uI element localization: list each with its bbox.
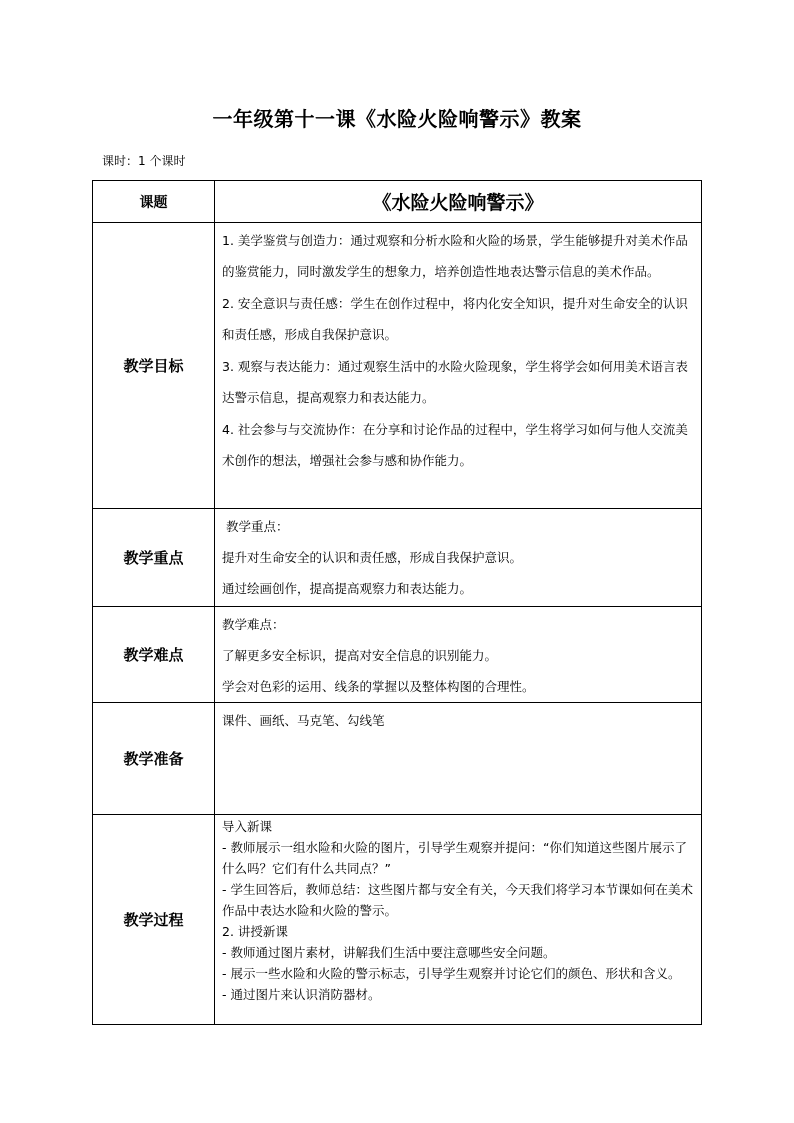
process-line: - 通过图片来认识消防器材。 [222, 987, 381, 1002]
process-line: 2. 讲授新课 [222, 924, 288, 939]
preparation-row [93, 703, 702, 815]
objective-item: 2. 安全意识与责任感：学生在创作过程中，将内化安全知识，提升对生命安全的认识和责任感，形成自我保护意识。 [222, 296, 688, 342]
process-line: - 教师展示一组水险和火险的图片，引导学生观察并提问：“你们知道这些图片展示了什么吗？它们有什么共同点？” [222, 840, 687, 876]
objective-item: 4. 社会参与与交流协作：在分享和讨论作品的过程中，学生将学习如何与他人交流美术创作的想法，增强社会参与感和协作能力。 [222, 422, 688, 468]
objective-item: 3. 观察与表达能力：通过观察生活中的水险火险现象，学生将学会如何用美术语言表达警示信息，提高观察力和表达能力。 [222, 359, 688, 405]
objectives-row [93, 223, 702, 509]
lesson-plan-table [92, 180, 702, 1025]
key-points-heading: 教学重点： [226, 519, 289, 534]
key-points-content [215, 509, 702, 607]
document-title: 一年级第十一课《水险火险响警示》教案 [212, 107, 582, 131]
objectives-content [215, 223, 702, 509]
difficulties-label: 教学难点 [93, 607, 215, 703]
class-hours: 课时：1 个课时 [102, 154, 186, 168]
process-line: - 教师通过图片素材，讲解我们生活中要注意哪些安全问题。 [222, 945, 556, 960]
objectives-label: 教学目标 [93, 223, 215, 509]
process-line: 导入新课 [222, 819, 273, 834]
preparation-label: 教学准备 [93, 703, 215, 815]
difficulties-row [93, 607, 702, 703]
difficulties-content [215, 607, 702, 703]
key-points-row [93, 509, 702, 607]
objective-item: 1. 美学鉴赏与创造力：通过观察和分析水险和火险的场景，学生能够提升对美术作品的鉴赏能力，同时激发学生的想象力，培养创造性地表达警示信息的美术作品。 [222, 233, 688, 279]
preparation-content [215, 703, 702, 815]
topic-label: 课题 [93, 181, 215, 223]
key-point-line: 通过绘画创作，提高提高观察力和表达能力。 [222, 581, 473, 596]
process-label: 教学过程 [93, 815, 215, 1025]
preparation-text: 课件、画纸、马克笔、勾线笔 [222, 713, 385, 728]
topic-row [93, 181, 702, 223]
difficulties-heading: 教学难点： [222, 617, 285, 632]
topic-value: 《水险火险响警示》 [215, 181, 702, 223]
process-line: - 学生回答后，教师总结：这些图片都与安全有关，今天我们将学习本节课如何在美术作品中表达水险和火险的警示。 [222, 882, 693, 918]
process-line: - 展示一些水险和火险的警示标志，引导学生观察并讨论它们的颜色、形状和含义。 [222, 966, 681, 981]
difficulty-line: 了解更多安全标识，提高对安全信息的识别能力。 [222, 648, 498, 663]
process-row [93, 815, 702, 1025]
process-content [215, 815, 702, 1025]
key-point-line: 提升对生命安全的认识和责任感，形成自我保护意识。 [222, 550, 523, 565]
key-points-label: 教学重点 [93, 509, 215, 607]
difficulty-line: 学会对色彩的运用、线条的掌握以及整体构图的合理性。 [222, 679, 535, 694]
